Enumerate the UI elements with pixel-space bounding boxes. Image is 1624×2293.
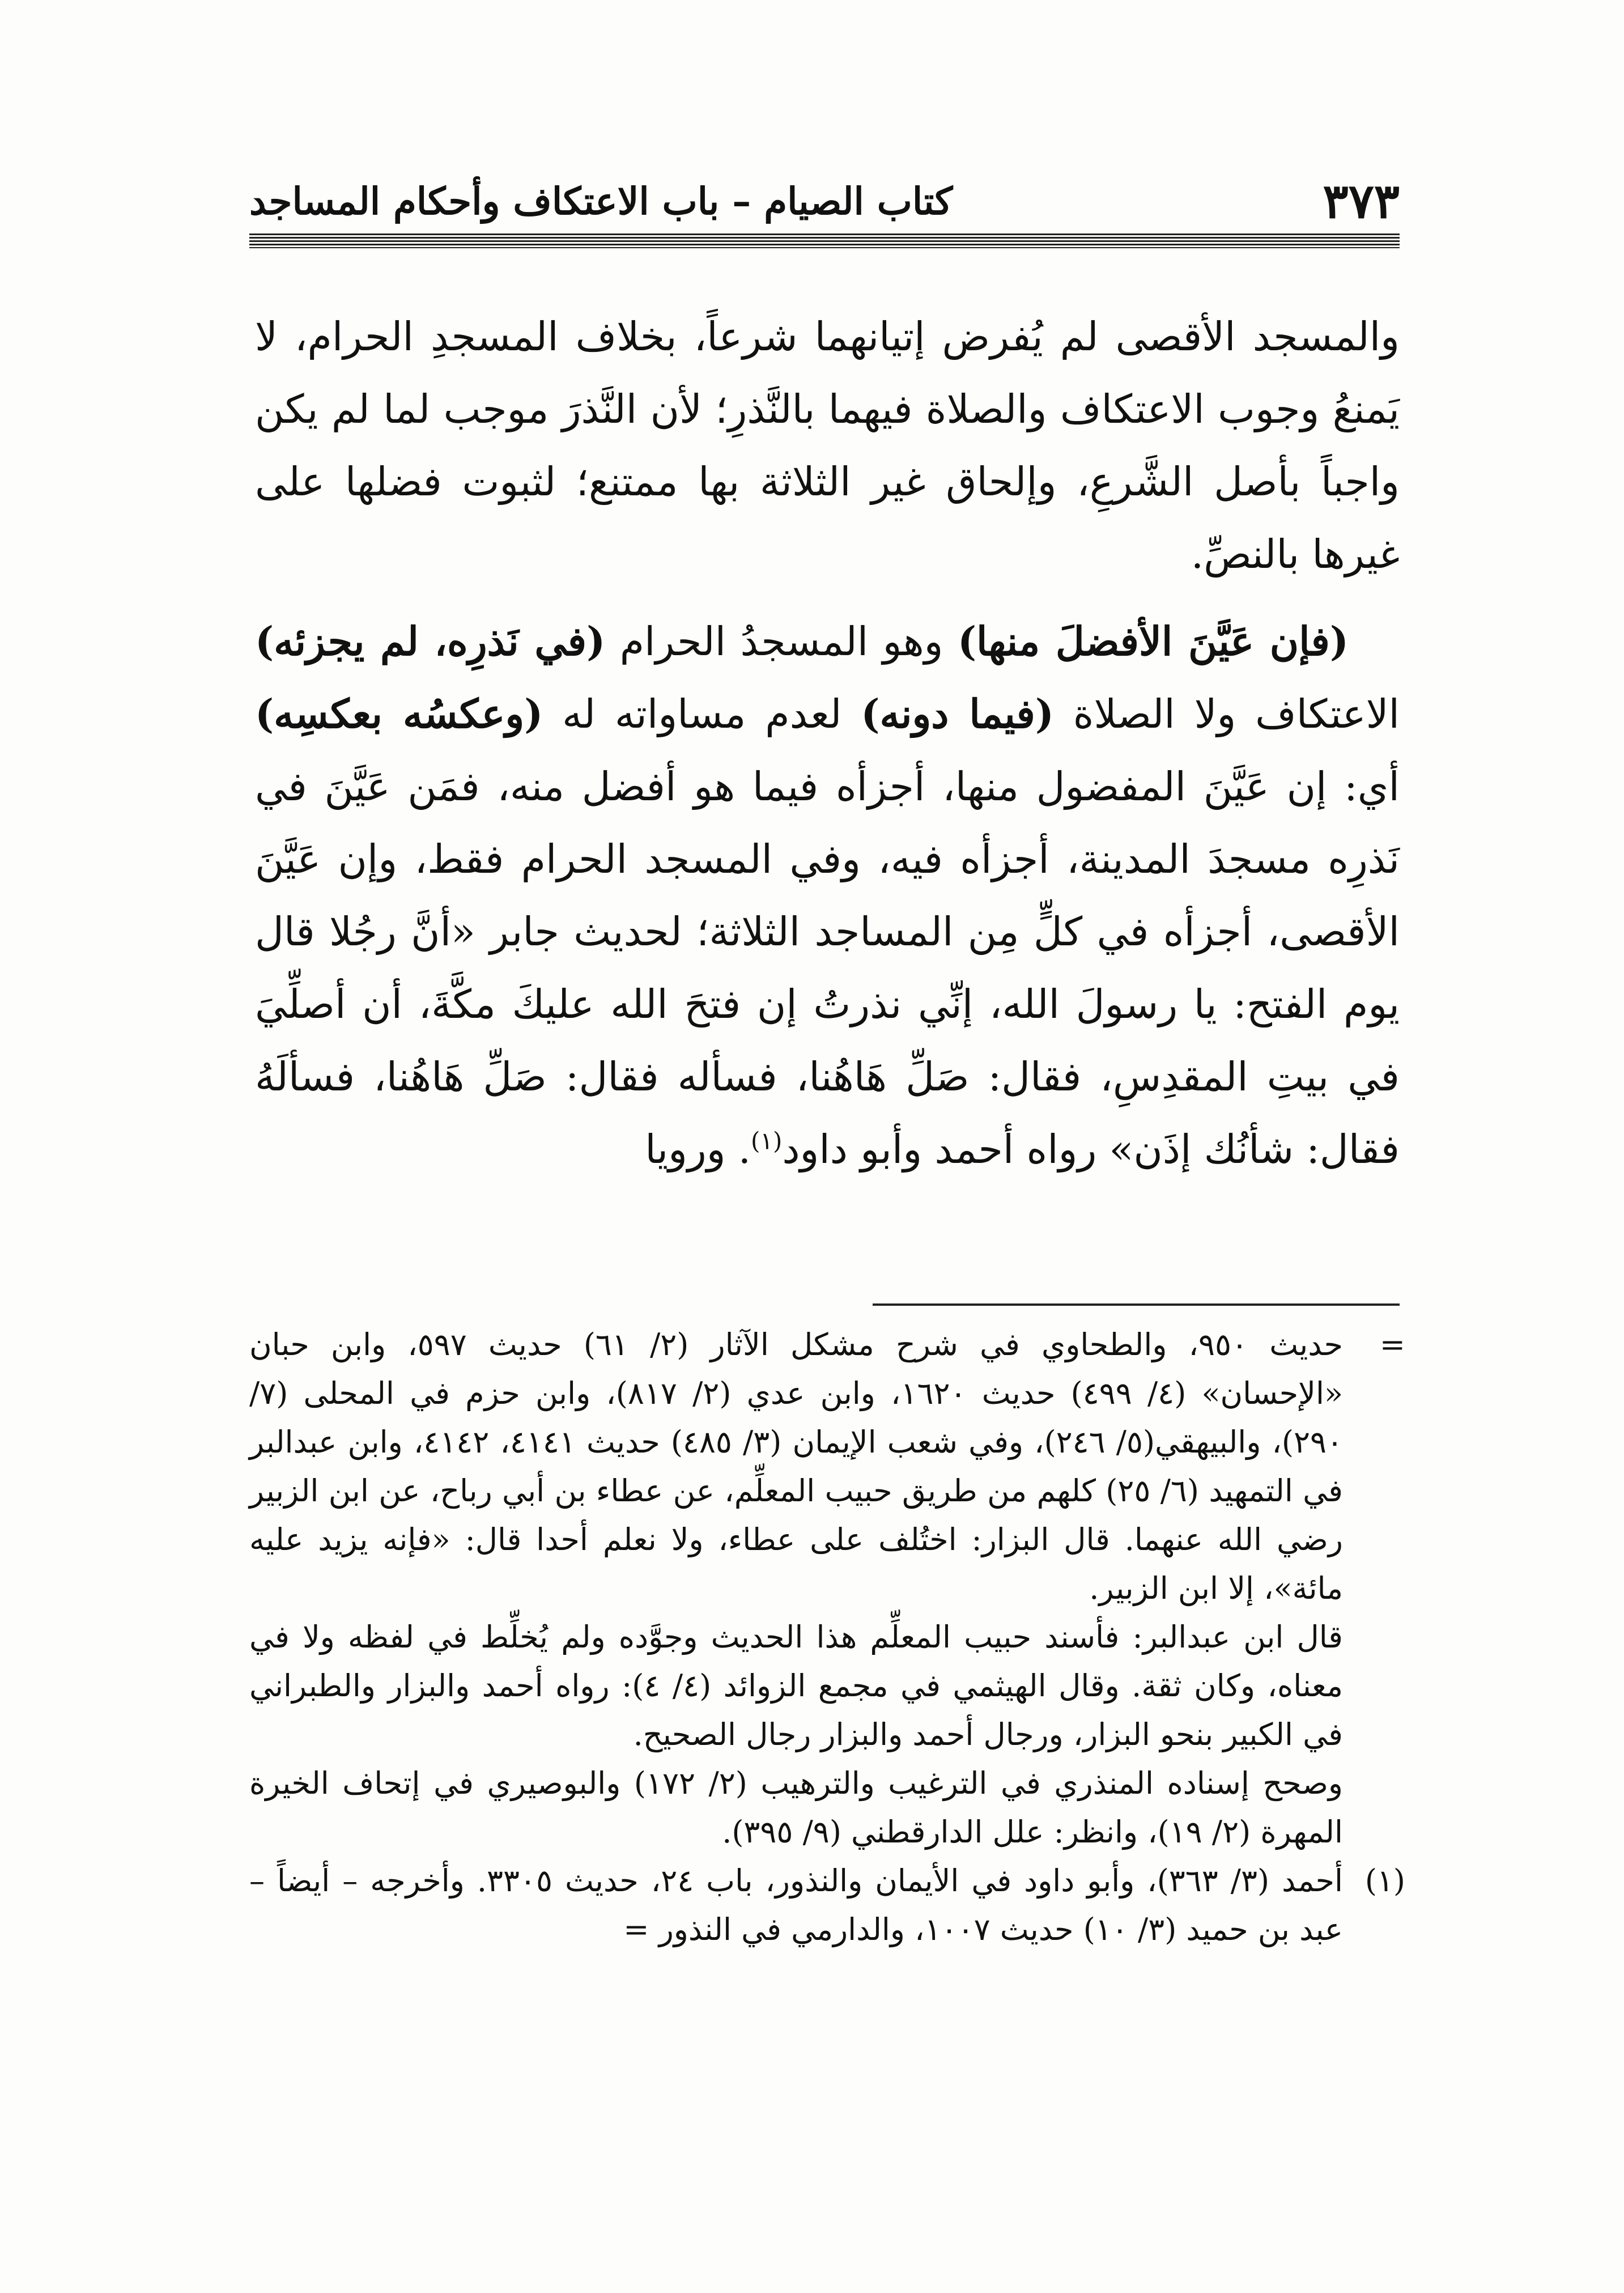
footnote-1-text: أحمد (٣/ ٣٦٣)، وأبو داود في الأيمان والنذور، باب ٢٤، حديث ٣٣٠٥. وأخرجه – أيضاً – عبد بن حميد (٣/ ١٠) حديث ١٠٠٧، والدارمي في النذور =	[249, 1863, 1344, 1947]
footnote-1-marker: (١)	[1364, 1863, 1405, 1899]
bold-matn-2: (في نَذرِه، لم يجزئه)	[255, 618, 606, 665]
commentary-3: لعدم مساواته له	[543, 691, 861, 737]
bold-matn-3: (فيما دونه)	[861, 690, 1054, 737]
footnote-1	[249, 1857, 1405, 1954]
bold-matn-1: (فإن عَيَّنَ الأفضلَ منها)	[957, 618, 1349, 665]
header-rule	[249, 233, 1400, 248]
continuation-marker: =	[1379, 1327, 1405, 1362]
main-paragraph-2	[255, 605, 1400, 1186]
main-text	[255, 300, 1400, 1200]
footnotes	[249, 1320, 1405, 1954]
footnote-continuation-text-1: حديث ٩٥٠، والطحاوي في شرح مشكل الآثار (٢/ ٦١) حديث ٥٩٧، وابن حبان «الإحسان» (٤/ ٤٩٩) حديث ١٦٢٠، وابن عدي (٢/ ٨١٧)، وابن حزم في المحلى (٧/ ٢٩٠)، والبيهقي(٥/ ٢٤٦)، وفي شعب الإيمان (٣/ ٤٨٥) حديث ٤١٤١، ٤١٤٢، وابن عبدالبر في التمهيد (٦/ ٢٥) كلهم من طريق حبيب المعلِّم، عن عطاء بن أبي رباح، عن ابن الزبير رضي الله عنهما. قال البزار: اختُلف على عطاء، ولا نعلم أحدا قال: «فإنه يزيد عليه مائة»، إلا ابن الزبير.	[249, 1327, 1344, 1606]
footnote-continuation-text-3: وصحح إسناده المنذري في الترغيب والترهيب (٢/ ١٧٢) والبوصيري في إتحاف الخيرة المهرة (٢/ ١٩)، وانظر: علل الدارقطني (٩/ ٣٩٥).	[249, 1765, 1344, 1850]
commentary-4: أي: إن عَيَّنَ المفضول منها، أجزأه فيما هو أفضل منه، فمَن عَيَّنَ في نَذرِه مسجدَ المدينة، أجزأه فيه، وفي المسجد الحرام فقط، وإن عَيَّنَ الأقصى، أجزأه في كلٍّ مِن المساجد الثلاثة؛ لحديث جابر «أنَّ رجُلا قال يوم الفتح: يا رسولَ الله، إنِّي نذرتُ إن فتحَ الله عليكَ مكَّةَ، أن أصلِّيَ في بيتِ المقدِسِ، فقال: صَلِّ هَاهُنا، فسأله فقال: صَلِّ هَاهُنا، فسألَهُ فقال: شأنُك إذَن» رواه أحمد وأبو داود	[255, 763, 1400, 1173]
bold-matn-4: (وعكسُه بعكسِه)	[255, 690, 543, 737]
footnote-continuation	[249, 1320, 1405, 1857]
commentary-1: وهو المسجدُ الحرام	[605, 618, 958, 665]
footnote-continuation-text-2: قال ابن عبدالبر: فأسند حبيب المعلِّم هذا الحديث وجوَّده ولم يُخلِّط في لفظه ولا في معناه، وكان ثقة. وقال الهيثمي في مجمع الزوائد (٤/ ٤): رواه أحمد والبزار والطبراني في الكبير بنحو البزار، ورجال أحمد والبزار رجال الصحيح.	[249, 1619, 1343, 1752]
page-header	[249, 170, 1400, 232]
page-number: ٣٧٣	[1323, 173, 1400, 229]
running-title: كتاب الصيام – باب الاعتكاف وأحكام المساجد	[249, 179, 953, 223]
commentary-2: الاعتكاف ولا الصلاة	[1053, 691, 1400, 737]
commentary-5: . ورويا	[645, 1126, 751, 1173]
main-paragraph-1: والمسجد الأقصى لم يُفرض إتيانهما شرعاً، بخلاف المسجدِ الحرام، لا يَمنعُ وجوب الاعتكاف والصلاة فيهما بالنَّذرِ؛ لأن النَّذرَ موجب لما لم يكن واجباً بأصل الشَّرعِ، وإلحاق غير الثلاثة بها ممتنع؛ لثبوت فضلها على غيرها بالنصِّ.	[255, 313, 1400, 578]
footnote-reference: (١)	[751, 1127, 783, 1155]
footnote-separator	[873, 1303, 1400, 1306]
